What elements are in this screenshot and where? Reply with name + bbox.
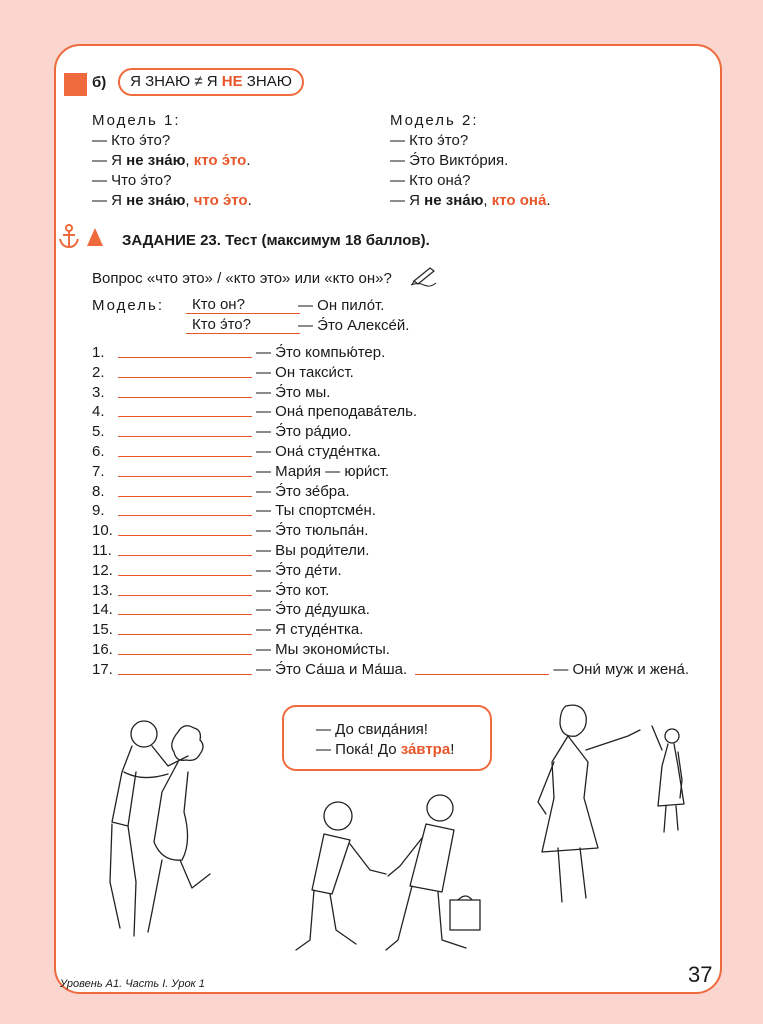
exercise-item-17: 17. — Э́то Са́ша и Ма́ша. — Они́ муж и жена́. xyxy=(92,661,690,678)
item-text: — Э́то тюльпа́н. xyxy=(256,522,369,540)
item-text: — Он такси́ст. xyxy=(256,363,354,381)
exercise-item xyxy=(92,562,342,582)
exercise-item xyxy=(92,582,329,602)
answer-blank[interactable] xyxy=(118,582,252,596)
model2-line2: — Э́то Викто́рия. xyxy=(390,152,509,169)
exercise-item xyxy=(92,364,354,384)
exercise-item xyxy=(92,463,389,483)
pill-neq: ≠ xyxy=(194,73,203,90)
model-label: Модель: xyxy=(92,297,165,314)
model1-line2: — Я не зна́ю, кто э́то. xyxy=(92,152,251,169)
answer-blank[interactable] xyxy=(118,364,252,378)
item-text: — Мари́я — юри́ст. xyxy=(256,462,390,480)
item-text: — Мы экономи́сты. xyxy=(256,641,390,658)
exercise-item xyxy=(92,423,352,443)
waving-women-illustration xyxy=(528,702,703,912)
answer-blank[interactable] xyxy=(118,661,252,675)
task-title: ЗАДАНИЕ 23. Тест (максимум 18 баллов). xyxy=(122,232,430,249)
item-number: 5. xyxy=(92,423,105,441)
answer-blank[interactable] xyxy=(118,483,252,497)
item-number: 11. xyxy=(92,542,112,559)
example1-text: — Он пило́т. xyxy=(298,297,385,314)
item-number: 1. xyxy=(92,344,105,361)
hugging-couple-illustration xyxy=(92,712,222,942)
model1-line3: — Что э́то? xyxy=(92,172,172,189)
model2-line3: — Кто она́? xyxy=(390,172,471,189)
task-instruction: Вопрос «что это» / «кто это» или «кто он»? xyxy=(92,270,392,287)
exercise-item xyxy=(92,384,330,404)
model2-line1: — Кто э́то? xyxy=(390,132,469,149)
answer-blank[interactable] xyxy=(118,463,252,477)
dialogue-bubble xyxy=(282,705,492,771)
exercise-item xyxy=(92,522,368,542)
exercise-item xyxy=(92,502,376,522)
example2-text: — Э́то Алексе́й. xyxy=(298,317,410,334)
model1-line1: — Кто э́то? xyxy=(92,132,171,149)
answer-blank[interactable] xyxy=(118,443,252,457)
item-number: 10. xyxy=(92,522,113,540)
item-number: 13. xyxy=(92,581,113,599)
item-number: 3. xyxy=(92,383,105,401)
answer-blank[interactable] xyxy=(118,384,252,398)
item-text: — Э́то ра́дио. xyxy=(256,423,352,441)
pencil-icon xyxy=(410,264,438,286)
footer-level: Уровень А1. Часть I. Урок 1 xyxy=(60,978,205,990)
pill-text-a: Я ЗНАЮ xyxy=(130,73,191,90)
bubble-line1: — До свида́ния! xyxy=(316,721,428,738)
exercise-item xyxy=(92,542,369,562)
topic-pill xyxy=(118,68,304,96)
answer-blank[interactable] xyxy=(118,621,252,635)
answer-blank[interactable] xyxy=(118,423,252,437)
answer-blank[interactable] xyxy=(118,562,252,576)
exercise-item xyxy=(92,601,370,621)
item-text: — Она́ преподава́тель. xyxy=(256,403,418,421)
section-label: б) xyxy=(92,74,107,91)
item-text: — Э́то кот. xyxy=(256,581,330,599)
answer-blank[interactable] xyxy=(415,661,549,675)
item-number: 16. xyxy=(92,641,113,658)
item-text: — Э́то де́ти. xyxy=(256,561,342,579)
model1-line4: — Я не зна́ю, что э́то. xyxy=(92,192,252,209)
answer-blank[interactable] xyxy=(118,403,252,417)
triangle-icon xyxy=(86,227,104,247)
item-text: — Э́то компью́тер. xyxy=(256,344,386,361)
pill-text-c: ЗНАЮ xyxy=(246,73,292,90)
answer-blank[interactable] xyxy=(118,344,252,358)
exercise-item xyxy=(92,621,363,641)
item-text: — Вы роди́тели. xyxy=(256,542,370,559)
handshake-illustration xyxy=(290,790,500,960)
item-text: — Э́то зе́бра. xyxy=(256,482,350,500)
item-number: 15. xyxy=(92,621,113,639)
answer-blank[interactable] xyxy=(118,522,252,536)
answer-blank[interactable] xyxy=(118,641,252,655)
item-number: 2. xyxy=(92,363,105,381)
bubble-line2: — Пока́! До за́втра! xyxy=(316,741,455,758)
item-text: — Э́то де́душка. xyxy=(256,601,370,619)
item-number: 14. xyxy=(92,601,113,619)
exercise-item xyxy=(92,641,390,661)
example1-answer: Кто он? xyxy=(186,296,300,314)
model2-title: Модель 2: xyxy=(390,112,479,129)
item-number: 8. xyxy=(92,482,105,500)
item-number: 4. xyxy=(92,403,105,421)
item-number: 12. xyxy=(92,561,113,579)
item-text: — Она́ студе́нтка. xyxy=(256,443,381,460)
exercise-item xyxy=(92,403,417,423)
item-number: 9. xyxy=(92,502,105,520)
item-number: 7. xyxy=(92,462,105,480)
page-number: 37 xyxy=(688,962,713,987)
answer-blank[interactable] xyxy=(118,542,252,556)
exercise-item xyxy=(92,443,381,463)
model2-line4: — Я не зна́ю, кто она́. xyxy=(390,192,551,209)
answer-blank[interactable] xyxy=(118,601,252,615)
item-number: 6. xyxy=(92,443,105,460)
section-marker xyxy=(64,73,87,96)
item-text: — Я студе́нтка. xyxy=(256,621,364,639)
pill-ne: НЕ xyxy=(221,73,243,90)
exercise-item xyxy=(92,344,385,364)
model1-title: Модель 1: xyxy=(92,112,181,129)
example2-answer: Кто э́то? xyxy=(186,316,300,334)
answer-blank[interactable] xyxy=(118,502,252,516)
exercise-item xyxy=(92,483,350,503)
pill-text-b: Я xyxy=(206,73,218,90)
item-text: — Э́то мы. xyxy=(256,383,331,401)
item-text: — Ты спортсме́н. xyxy=(256,502,376,520)
anchor-icon xyxy=(58,224,80,250)
